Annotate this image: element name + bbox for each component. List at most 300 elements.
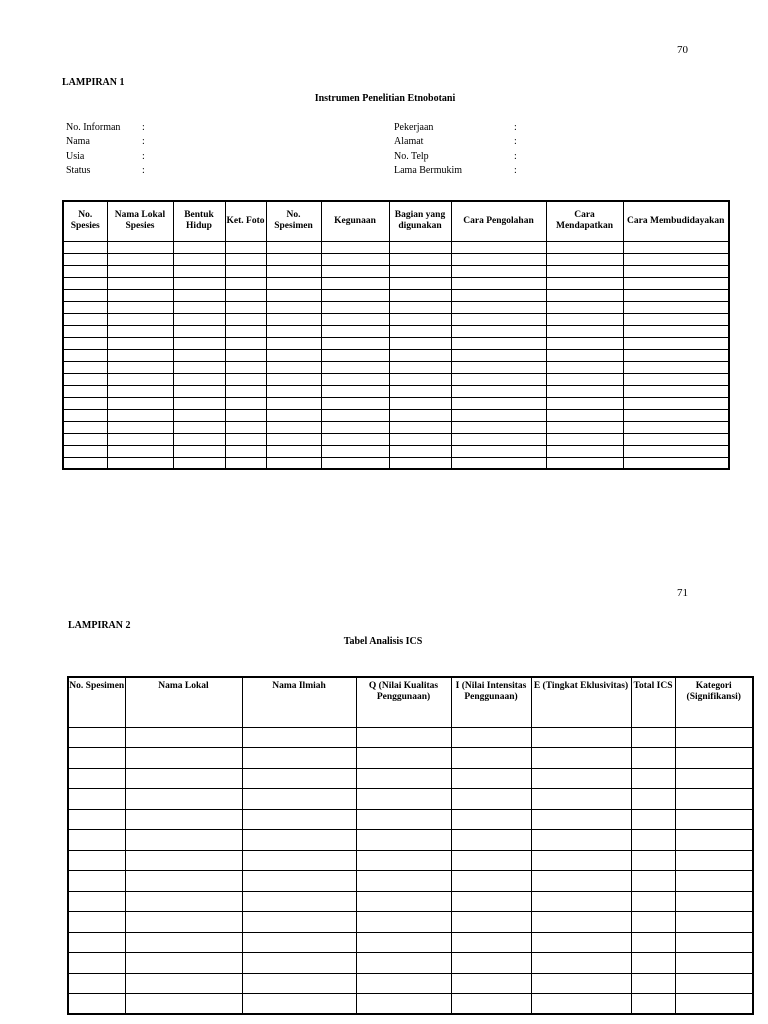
table-cell <box>125 932 242 953</box>
table-cell <box>266 265 321 277</box>
table-cell <box>451 850 531 871</box>
table-cell <box>531 932 631 953</box>
table-cell <box>225 385 266 397</box>
table-cell <box>451 289 546 301</box>
header-ket-foto: Ket. Foto <box>225 201 266 241</box>
field-label: No. Telp <box>394 151 429 162</box>
table-cell <box>546 445 623 457</box>
table-row <box>63 373 729 385</box>
table-cell <box>631 973 675 994</box>
table-cell <box>125 727 242 748</box>
table-cell <box>623 457 729 469</box>
header-tingkat-eklusivitas: E (Tingkat Eklusivitas) <box>531 677 631 727</box>
table-cell <box>356 727 451 748</box>
table-cell <box>63 397 107 409</box>
table-row <box>68 994 753 1015</box>
table-cell <box>546 385 623 397</box>
table-cell <box>631 850 675 871</box>
table-cell <box>546 361 623 373</box>
table-cell <box>675 994 753 1015</box>
table-cell <box>321 265 389 277</box>
table-cell <box>451 994 531 1015</box>
table-cell <box>225 361 266 373</box>
table-cell <box>451 265 546 277</box>
ics-analysis-table <box>67 676 754 1015</box>
table-cell <box>107 253 173 265</box>
table-cell <box>675 912 753 933</box>
field-colon: : <box>142 136 145 147</box>
table-cell <box>63 241 107 253</box>
table-cell <box>546 313 623 325</box>
table-cell <box>321 325 389 337</box>
table-cell <box>451 421 546 433</box>
table-cell <box>173 265 225 277</box>
table-cell <box>623 445 729 457</box>
table-cell <box>107 373 173 385</box>
table-cell <box>389 397 451 409</box>
table-cell <box>63 457 107 469</box>
table-cell <box>451 727 531 748</box>
header-nama-lokal: Nama Lokal <box>125 677 242 727</box>
table-cell <box>546 397 623 409</box>
table-cell <box>356 994 451 1015</box>
table-cell <box>531 850 631 871</box>
table-cell <box>242 973 356 994</box>
table-cell <box>546 241 623 253</box>
header-cara-membudidayakan: Cara Membudidayakan <box>623 201 729 241</box>
table-cell <box>107 241 173 253</box>
table-row <box>63 289 729 301</box>
table-cell <box>125 768 242 789</box>
table-cell <box>546 301 623 313</box>
table-cell <box>68 973 125 994</box>
table-cell <box>356 830 451 851</box>
table-cell <box>125 953 242 974</box>
table-cell <box>107 421 173 433</box>
table-cell <box>321 241 389 253</box>
table-row <box>68 809 753 830</box>
table-cell <box>356 748 451 769</box>
table-cell <box>451 445 546 457</box>
table-cell <box>631 912 675 933</box>
table-cell <box>389 325 451 337</box>
table-cell <box>546 457 623 469</box>
field-label: Usia <box>66 151 85 162</box>
table-cell <box>451 325 546 337</box>
table-cell <box>63 301 107 313</box>
table-cell <box>68 891 125 912</box>
table-cell <box>546 277 623 289</box>
table-cell <box>389 457 451 469</box>
table-cell <box>242 953 356 974</box>
table-row <box>63 301 729 313</box>
table-cell <box>107 349 173 361</box>
table-cell <box>546 253 623 265</box>
table-cell <box>63 361 107 373</box>
table-row <box>63 241 729 253</box>
table-cell <box>451 241 546 253</box>
table-cell <box>107 397 173 409</box>
table-cell <box>242 850 356 871</box>
table-cell <box>125 830 242 851</box>
table-cell <box>173 409 225 421</box>
table-cell <box>531 953 631 974</box>
table-row <box>68 850 753 871</box>
table-row <box>68 830 753 851</box>
table-cell <box>623 301 729 313</box>
header-bagian-digunakan: Bagian yang digunakan <box>389 201 451 241</box>
header-bentuk-hidup: Bentuk Hidup <box>173 201 225 241</box>
table-cell <box>173 301 225 313</box>
table-cell <box>531 727 631 748</box>
table-cell <box>63 289 107 301</box>
table-cell <box>675 871 753 892</box>
table-cell <box>107 265 173 277</box>
table-cell <box>451 361 546 373</box>
table-cell <box>389 253 451 265</box>
table-cell <box>125 891 242 912</box>
table-cell <box>63 349 107 361</box>
table-cell <box>173 457 225 469</box>
table-row <box>63 397 729 409</box>
table-cell <box>531 912 631 933</box>
table-cell <box>266 433 321 445</box>
table-cell <box>356 850 451 871</box>
table-cell <box>266 253 321 265</box>
table-cell <box>623 289 729 301</box>
table-cell <box>451 301 546 313</box>
table-cell <box>173 253 225 265</box>
table-cell <box>225 433 266 445</box>
table-cell <box>321 289 389 301</box>
table-cell <box>63 385 107 397</box>
table-row <box>63 337 729 349</box>
table-row <box>68 973 753 994</box>
table-row <box>63 277 729 289</box>
table-cell <box>321 397 389 409</box>
table-cell <box>107 445 173 457</box>
table-cell <box>242 809 356 830</box>
table-cell <box>63 373 107 385</box>
table-cell <box>68 912 125 933</box>
table-cell <box>321 253 389 265</box>
table-row <box>63 265 729 277</box>
table-row <box>68 891 753 912</box>
table-cell <box>623 349 729 361</box>
table-cell <box>107 433 173 445</box>
table-cell <box>389 361 451 373</box>
table-row <box>63 313 729 325</box>
table-cell <box>451 457 546 469</box>
table-cell <box>451 953 531 974</box>
table-row <box>63 421 729 433</box>
table-cell <box>623 421 729 433</box>
table-cell <box>242 891 356 912</box>
field-colon: : <box>142 122 145 133</box>
ethnobotany-table <box>62 200 730 470</box>
table-cell <box>451 385 546 397</box>
table-cell <box>225 289 266 301</box>
table-cell <box>389 385 451 397</box>
table-cell <box>356 953 451 974</box>
table-cell <box>389 349 451 361</box>
table-cell <box>173 397 225 409</box>
table-cell <box>546 421 623 433</box>
table-cell <box>623 313 729 325</box>
field-colon: : <box>142 151 145 162</box>
table-cell <box>623 373 729 385</box>
header-nilai-kualitas: Q (Nilai Kualitas Penggunaan) <box>356 677 451 727</box>
table-cell <box>356 768 451 789</box>
field-label: Nama <box>66 136 90 147</box>
table-row <box>63 457 729 469</box>
table-cell <box>266 289 321 301</box>
table-cell <box>546 337 623 349</box>
table-cell <box>63 313 107 325</box>
table-cell <box>242 727 356 748</box>
table-cell <box>63 253 107 265</box>
table-cell <box>225 253 266 265</box>
table-cell <box>173 313 225 325</box>
table-cell <box>107 385 173 397</box>
table-cell <box>266 337 321 349</box>
document-title: Tabel Analisis ICS <box>343 636 423 647</box>
field-colon: : <box>142 165 145 176</box>
table-cell <box>675 891 753 912</box>
table-cell <box>173 361 225 373</box>
table-cell <box>451 253 546 265</box>
table-row <box>68 912 753 933</box>
table-row <box>68 768 753 789</box>
table-cell <box>356 871 451 892</box>
table-cell <box>107 289 173 301</box>
table-cell <box>389 277 451 289</box>
table-cell <box>266 445 321 457</box>
table-cell <box>107 457 173 469</box>
table-cell <box>675 973 753 994</box>
page-number: 70 <box>677 44 688 56</box>
table-cell <box>451 748 531 769</box>
header-cara-mendapatkan: Cara Mendapatkan <box>546 201 623 241</box>
ics-table-body <box>68 727 753 1014</box>
table-cell <box>107 301 173 313</box>
table-row <box>63 253 729 265</box>
table-cell <box>242 789 356 810</box>
table-cell <box>451 337 546 349</box>
ethnobotany-table-body <box>63 241 729 469</box>
table-cell <box>125 973 242 994</box>
table-cell <box>321 409 389 421</box>
header-nama-lokal-spesies: Nama Lokal Spesies <box>107 201 173 241</box>
table-cell <box>546 349 623 361</box>
field-colon: : <box>514 151 517 162</box>
field-label: Status <box>66 165 91 176</box>
field-label: Pekerjaan <box>394 122 434 133</box>
table-cell <box>107 277 173 289</box>
table-cell <box>675 727 753 748</box>
table-cell <box>321 421 389 433</box>
field-label: No. Informan <box>66 122 121 133</box>
table-row <box>68 932 753 953</box>
table-cell <box>531 748 631 769</box>
table-cell <box>451 809 531 830</box>
table-cell <box>266 385 321 397</box>
table-cell <box>266 277 321 289</box>
table-cell <box>266 241 321 253</box>
table-cell <box>321 349 389 361</box>
table-cell <box>546 289 623 301</box>
table-cell <box>321 445 389 457</box>
field-label: Alamat <box>394 136 424 147</box>
table-cell <box>242 994 356 1015</box>
table-row <box>63 445 729 457</box>
table-cell <box>225 265 266 277</box>
table-cell <box>531 789 631 810</box>
table-cell <box>68 850 125 871</box>
table-cell <box>173 445 225 457</box>
table-cell <box>63 325 107 337</box>
table-cell <box>107 361 173 373</box>
table-cell <box>125 912 242 933</box>
table-cell <box>631 871 675 892</box>
table-cell <box>68 871 125 892</box>
table-cell <box>266 457 321 469</box>
table-cell <box>531 809 631 830</box>
table-cell <box>68 789 125 810</box>
table-cell <box>107 325 173 337</box>
table-cell <box>266 349 321 361</box>
header-kategori: Kategori (Signifikansi) <box>675 677 753 727</box>
table-cell <box>266 361 321 373</box>
table-row <box>68 748 753 769</box>
table-cell <box>451 277 546 289</box>
table-cell <box>173 421 225 433</box>
table-cell <box>63 433 107 445</box>
table-cell <box>356 809 451 830</box>
table-cell <box>68 809 125 830</box>
table-row <box>68 871 753 892</box>
table-row <box>68 789 753 810</box>
header-nilai-intensitas: I (Nilai Intensitas Penggunaan) <box>451 677 531 727</box>
table-cell <box>63 277 107 289</box>
lampiran-label: LAMPIRAN 2 <box>68 620 131 631</box>
table-cell <box>675 748 753 769</box>
table-cell <box>173 241 225 253</box>
table-cell <box>675 830 753 851</box>
table-cell <box>675 932 753 953</box>
table-cell <box>623 265 729 277</box>
field-colon: : <box>514 136 517 147</box>
table-cell <box>173 277 225 289</box>
table-cell <box>389 337 451 349</box>
table-cell <box>531 891 631 912</box>
table-cell <box>531 830 631 851</box>
table-cell <box>242 748 356 769</box>
table-cell <box>631 768 675 789</box>
table-cell <box>125 809 242 830</box>
table-cell <box>266 313 321 325</box>
table-cell <box>173 349 225 361</box>
table-cell <box>225 301 266 313</box>
table-cell <box>125 994 242 1015</box>
table-cell <box>631 830 675 851</box>
table-cell <box>389 265 451 277</box>
table-cell <box>225 277 266 289</box>
header-no-spesimen: No. Spesimen <box>68 677 125 727</box>
table-cell <box>242 932 356 953</box>
table-cell <box>451 932 531 953</box>
table-cell <box>173 289 225 301</box>
table-cell <box>173 373 225 385</box>
table-cell <box>107 409 173 421</box>
table-cell <box>225 337 266 349</box>
table-cell <box>225 325 266 337</box>
table-cell <box>546 409 623 421</box>
field-label: Lama Bermukim <box>394 165 463 176</box>
table-cell <box>356 912 451 933</box>
table-cell <box>266 409 321 421</box>
table-row <box>63 349 729 361</box>
table-cell <box>356 932 451 953</box>
table-row <box>68 727 753 748</box>
table-cell <box>623 409 729 421</box>
table-cell <box>623 241 729 253</box>
table-cell <box>225 409 266 421</box>
table-cell <box>321 277 389 289</box>
table-cell <box>68 830 125 851</box>
table-cell <box>451 891 531 912</box>
table-cell <box>631 789 675 810</box>
table-cell <box>623 433 729 445</box>
table-cell <box>623 337 729 349</box>
table-cell <box>225 241 266 253</box>
table-cell <box>451 830 531 851</box>
table-cell <box>451 789 531 810</box>
table-cell <box>389 433 451 445</box>
table-cell <box>675 789 753 810</box>
table-cell <box>451 433 546 445</box>
table-cell <box>68 727 125 748</box>
table-cell <box>531 871 631 892</box>
table-cell <box>63 409 107 421</box>
table-cell <box>266 301 321 313</box>
table-cell <box>451 409 546 421</box>
table-cell <box>356 789 451 810</box>
table-cell <box>125 789 242 810</box>
lampiran-label: LAMPIRAN 1 <box>62 77 125 88</box>
table-cell <box>225 313 266 325</box>
table-cell <box>107 313 173 325</box>
table-cell <box>389 421 451 433</box>
table-cell <box>173 433 225 445</box>
table-cell <box>623 361 729 373</box>
table-cell <box>173 337 225 349</box>
header-nama-ilmiah: Nama Ilmiah <box>242 677 356 727</box>
table-cell <box>242 871 356 892</box>
table-cell <box>451 313 546 325</box>
table-cell <box>546 433 623 445</box>
field-colon: : <box>514 122 517 133</box>
table-row <box>63 409 729 421</box>
table-cell <box>623 385 729 397</box>
table-cell <box>631 748 675 769</box>
header-cara-pengolahan: Cara Pengolahan <box>451 201 546 241</box>
table-cell <box>389 409 451 421</box>
table-cell <box>451 373 546 385</box>
table-cell <box>623 397 729 409</box>
table-cell <box>242 768 356 789</box>
table-cell <box>623 325 729 337</box>
